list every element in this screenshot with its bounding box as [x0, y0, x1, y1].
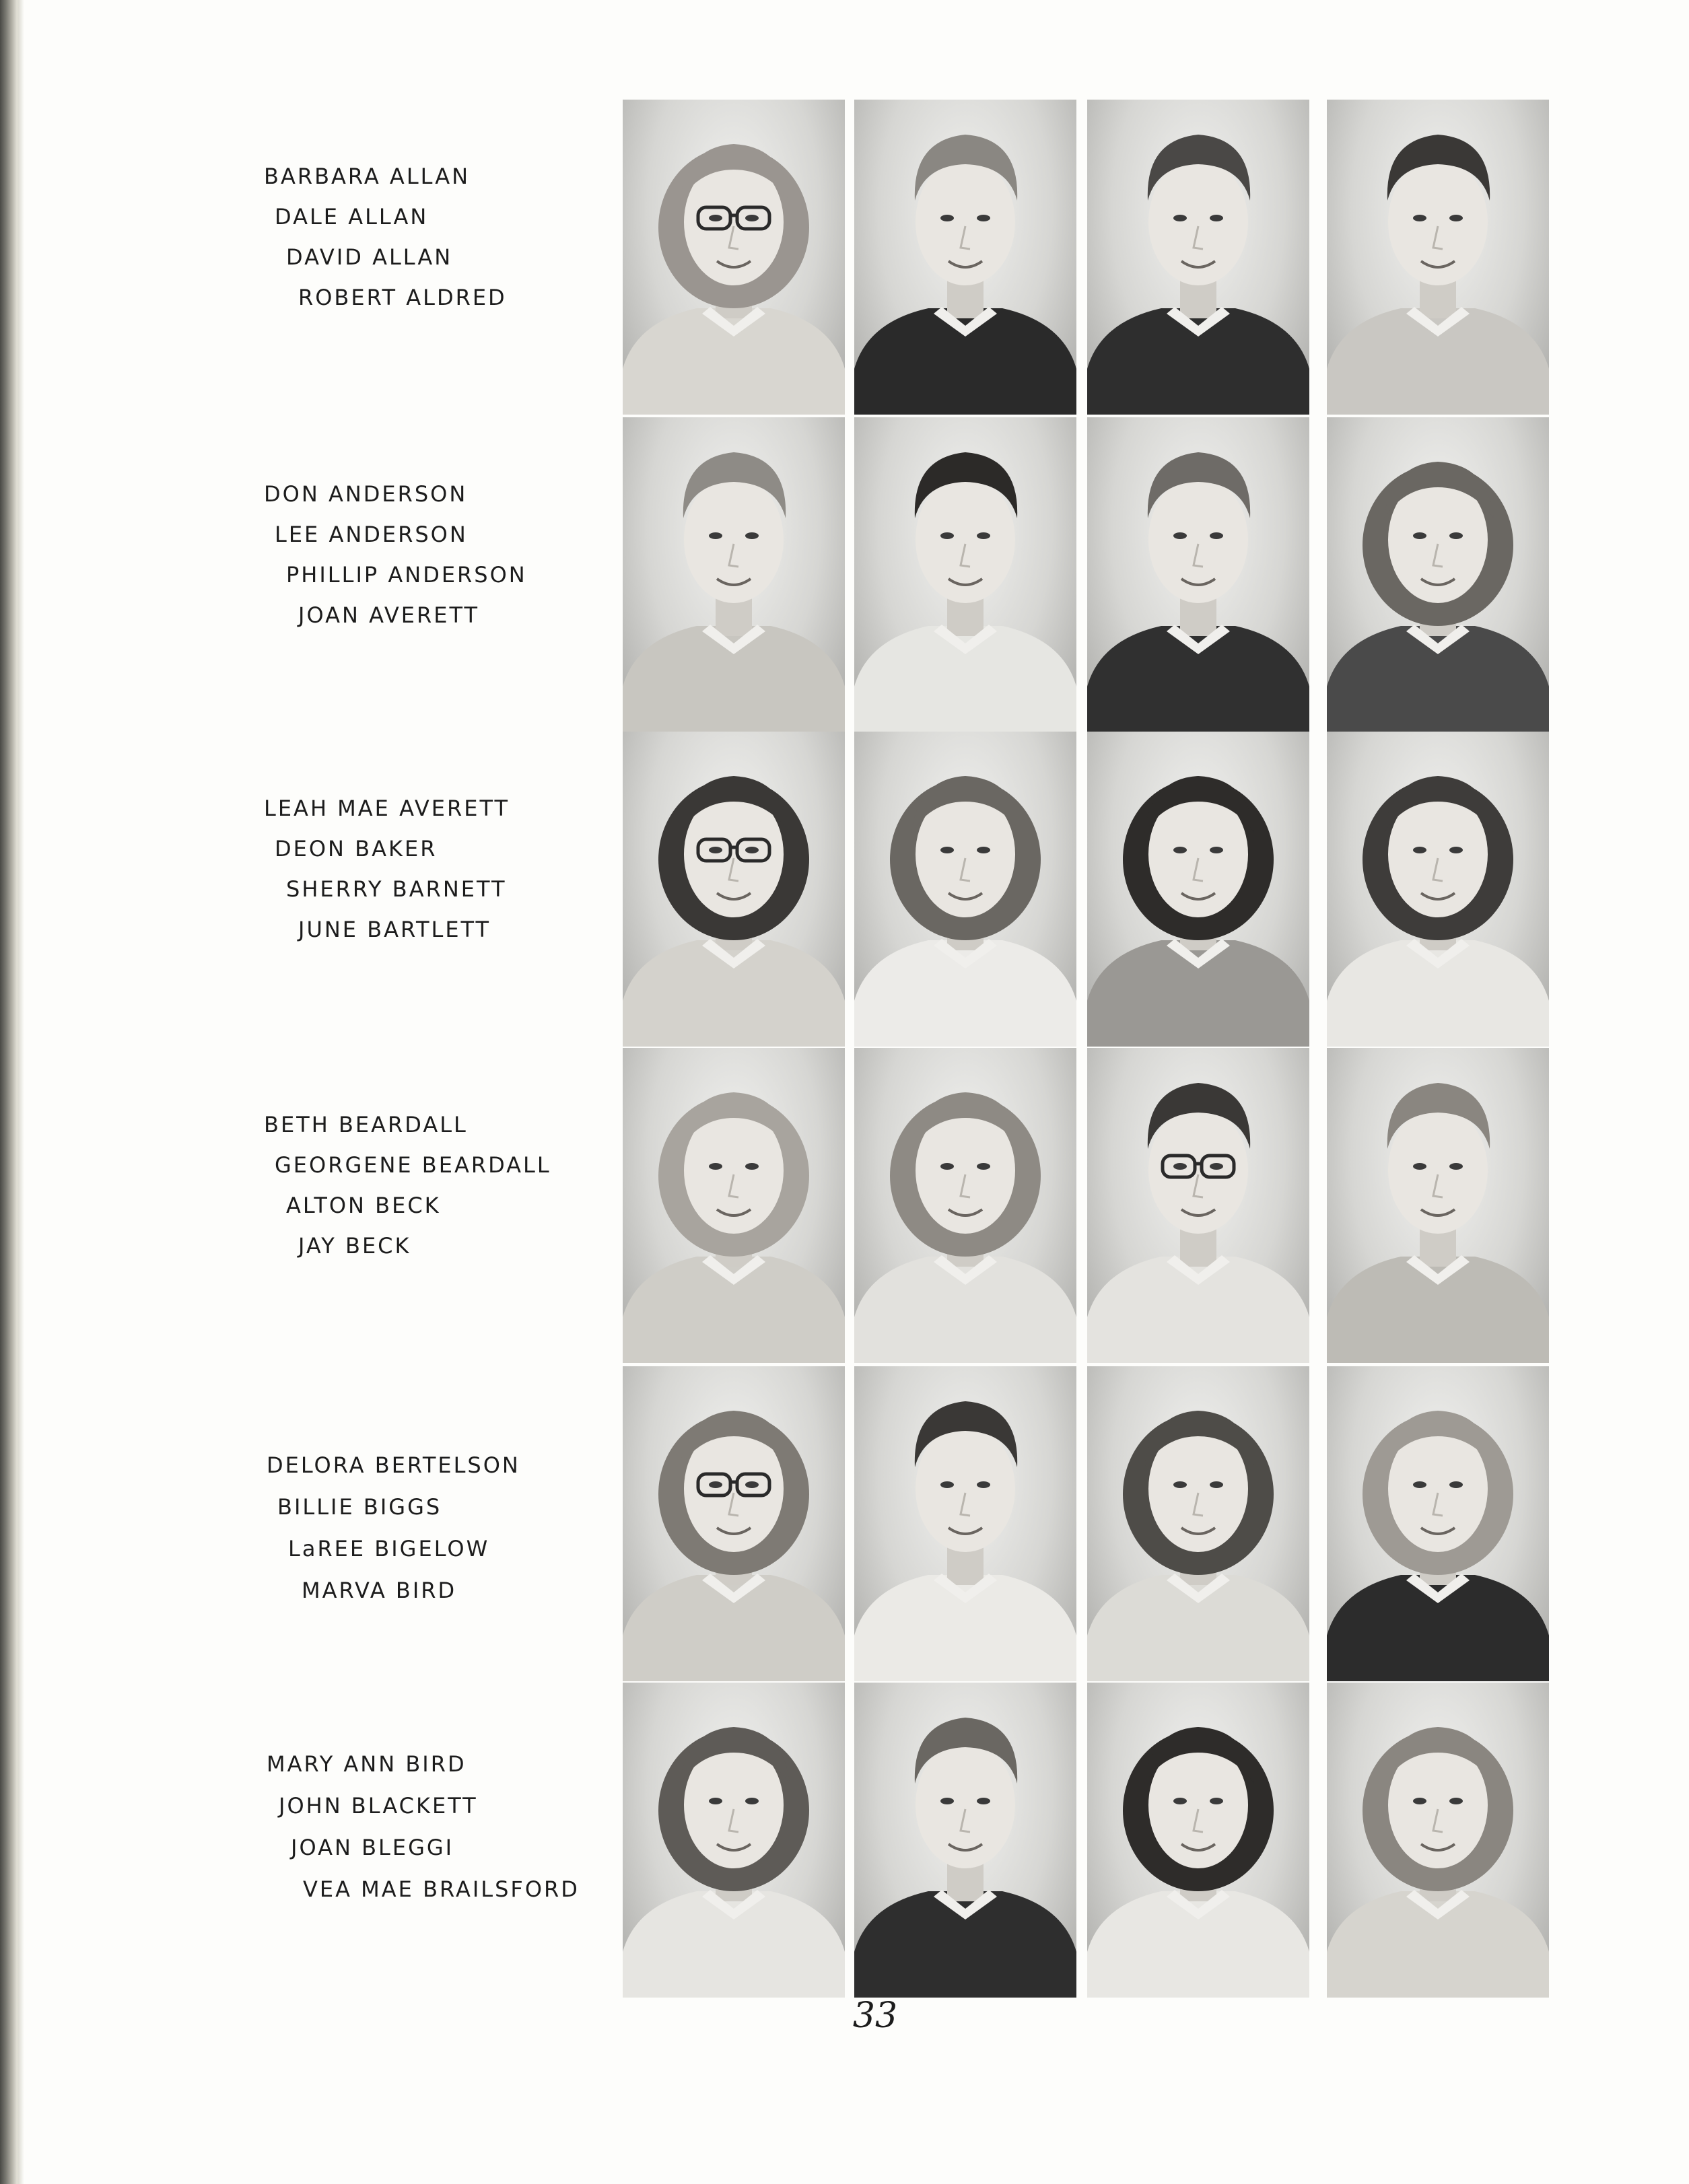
portrait-photo: [623, 1683, 845, 1998]
portrait-eye: [1413, 215, 1426, 221]
portrait-drawing: [1087, 100, 1309, 415]
portrait-row: [0, 1683, 1689, 1998]
portrait-eye: [1210, 215, 1223, 221]
portrait-clothing: [1327, 1891, 1549, 1998]
portrait-eye: [1173, 1481, 1187, 1488]
portrait-photo: [854, 417, 1076, 732]
portrait-photo: [854, 732, 1076, 1047]
portrait-photo: [854, 1048, 1076, 1363]
student-name: MARY ANN BIRD: [267, 1751, 467, 1777]
photo-strip: [623, 100, 1558, 415]
portrait-row: [0, 1366, 1689, 1681]
portrait-eye: [1413, 847, 1426, 853]
portrait-drawing: [1087, 1683, 1309, 1998]
portrait-eye: [1449, 532, 1463, 539]
portrait-drawing: [854, 1683, 1076, 1998]
student-name: LEE ANDERSON: [275, 522, 468, 547]
student-name: LEAH MAE AVERETT: [264, 796, 510, 821]
portrait-photo: [623, 732, 845, 1047]
portrait-eye: [1210, 1481, 1223, 1488]
portrait-eye: [977, 847, 990, 853]
name-list: [0, 100, 606, 415]
portrait-photo: [1087, 732, 1309, 1047]
portrait-eye: [977, 532, 990, 539]
name-list: [0, 1683, 606, 1998]
portrait-drawing: [623, 1048, 845, 1363]
portrait-clothing: [1327, 1257, 1549, 1363]
portrait-drawing: [1087, 732, 1309, 1047]
portrait-drawing: [623, 100, 845, 415]
portrait-clothing: [623, 940, 845, 1047]
portrait-eye: [709, 1481, 722, 1488]
portrait-eye: [977, 215, 990, 221]
portrait-drawing: [854, 732, 1076, 1047]
portrait-clothing: [1087, 626, 1309, 732]
portrait-photo: [854, 100, 1076, 415]
photo-strip: [623, 732, 1558, 1047]
portrait-eye: [709, 1798, 722, 1804]
portrait-drawing: [623, 417, 845, 732]
portrait-photo: [1327, 1048, 1549, 1363]
portrait-clothing: [1087, 308, 1309, 415]
name-list: [0, 417, 606, 732]
portrait-photo: [1327, 1683, 1549, 1998]
portrait-clothing: [1327, 940, 1549, 1047]
portrait-drawing: [854, 417, 1076, 732]
portrait-eye: [709, 847, 722, 853]
portrait-photo: [1087, 1366, 1309, 1681]
portrait-drawing: [623, 1683, 845, 1998]
photo-strip: [623, 1048, 1558, 1363]
student-name: JAY BECK: [298, 1233, 411, 1259]
portrait-drawing: [1327, 1048, 1549, 1363]
student-name: DELORA BERTELSON: [267, 1452, 520, 1478]
portrait-eye: [940, 1798, 954, 1804]
portrait-eye: [977, 1481, 990, 1488]
portrait-photo: [1327, 417, 1549, 732]
student-name: DEON BAKER: [275, 836, 438, 861]
portrait-photo: [1087, 1683, 1309, 1998]
portrait-clothing: [1087, 940, 1309, 1047]
portrait-eye: [745, 532, 759, 539]
student-name: ROBERT ALDRED: [298, 285, 507, 310]
portrait-eye: [977, 1798, 990, 1804]
portrait-photo: [1087, 1048, 1309, 1363]
portrait-drawing: [1327, 732, 1549, 1047]
portrait-clothing: [854, 308, 1076, 415]
portrait-eye: [1173, 215, 1187, 221]
portrait-drawing: [854, 1048, 1076, 1363]
portrait-eye: [977, 1163, 990, 1170]
portrait-eye: [1173, 1798, 1187, 1804]
photo-strip: [623, 1683, 1558, 1998]
portrait-eye: [745, 1481, 759, 1488]
portrait-photo: [1087, 417, 1309, 732]
portrait-clothing: [1087, 1257, 1309, 1363]
portrait-eye: [1210, 1163, 1223, 1170]
portrait-photo: [623, 1048, 845, 1363]
portrait-clothing: [623, 1891, 845, 1998]
portrait-clothing: [1327, 626, 1549, 732]
portrait-clothing: [854, 940, 1076, 1047]
page-number: 33: [852, 1996, 898, 2036]
portrait-clothing: [854, 1891, 1076, 1998]
portrait-eye: [1173, 532, 1187, 539]
portrait-clothing: [1087, 1575, 1309, 1681]
portrait-photo: [1327, 1366, 1549, 1681]
student-name: JOHN BLACKETT: [279, 1793, 478, 1819]
portrait-eye: [940, 532, 954, 539]
portrait-drawing: [1087, 1048, 1309, 1363]
portrait-eye: [709, 215, 722, 221]
portrait-clothing: [623, 1575, 845, 1681]
portrait-eye: [1449, 1163, 1463, 1170]
portrait-row: [0, 417, 1689, 732]
portrait-row: [0, 100, 1689, 415]
photo-strip: [623, 417, 1558, 732]
portrait-photo: [1327, 732, 1549, 1047]
photo-strip: [623, 1366, 1558, 1681]
student-name: DALE ALLAN: [275, 204, 429, 230]
portrait-eye: [1413, 1163, 1426, 1170]
portrait-drawing: [1327, 417, 1549, 732]
student-name: SHERRY BARNETT: [286, 876, 507, 902]
student-name: JOAN AVERETT: [298, 602, 479, 628]
student-name: GEORGENE BEARDALL: [275, 1152, 551, 1178]
student-name: BARBARA ALLAN: [264, 164, 471, 189]
portrait-clothing: [623, 626, 845, 732]
portrait-photo: [623, 100, 845, 415]
portrait-photo: [854, 1683, 1076, 1998]
portrait-eye: [745, 847, 759, 853]
portrait-eye: [940, 847, 954, 853]
portrait-drawing: [623, 732, 845, 1047]
student-name: DAVID ALLAN: [286, 244, 453, 270]
portrait-drawing: [623, 1366, 845, 1681]
portrait-eye: [1173, 1163, 1187, 1170]
portrait-eye: [1449, 215, 1463, 221]
portrait-eye: [709, 1163, 722, 1170]
portrait-eye: [745, 1163, 759, 1170]
portrait-eye: [745, 1798, 759, 1804]
portrait-drawing: [1327, 100, 1549, 415]
portrait-eye: [940, 1163, 954, 1170]
portrait-drawing: [854, 1366, 1076, 1681]
student-name: ALTON BECK: [286, 1193, 441, 1218]
portrait-eye: [1413, 1481, 1426, 1488]
portrait-clothing: [1087, 1891, 1309, 1998]
portrait-photo: [623, 1366, 845, 1681]
portrait-clothing: [854, 1575, 1076, 1681]
portrait-photo: [1327, 100, 1549, 415]
portrait-clothing: [623, 308, 845, 415]
portrait-clothing: [854, 626, 1076, 732]
portrait-row: [0, 732, 1689, 1047]
portrait-drawing: [1087, 417, 1309, 732]
portrait-row: [0, 1048, 1689, 1363]
student-name: DON ANDERSON: [264, 481, 468, 507]
portrait-eye: [940, 1481, 954, 1488]
student-name: JOAN BLEGGI: [291, 1835, 454, 1860]
portrait-drawing: [1327, 1683, 1549, 1998]
portrait-clothing: [1327, 308, 1549, 415]
portrait-eye: [1210, 1798, 1223, 1804]
student-name: LaREE BIGELOW: [288, 1536, 490, 1561]
portrait-photo: [1087, 100, 1309, 415]
portrait-drawing: [1087, 1366, 1309, 1681]
portrait-drawing: [1327, 1366, 1549, 1681]
name-list: [0, 1366, 606, 1681]
portrait-clothing: [1327, 1575, 1549, 1681]
student-name: MARVA BIRD: [302, 1578, 457, 1603]
portrait-photo: [854, 1366, 1076, 1681]
name-list: [0, 1048, 606, 1363]
student-name: JUNE BARTLETT: [298, 917, 491, 942]
portrait-eye: [745, 215, 759, 221]
portrait-eye: [1413, 1798, 1426, 1804]
portrait-eye: [1449, 847, 1463, 853]
portrait-drawing: [854, 100, 1076, 415]
portrait-eye: [1449, 1798, 1463, 1804]
portrait-eye: [940, 215, 954, 221]
portrait-eye: [1413, 532, 1426, 539]
student-name: BILLIE BIGGS: [277, 1494, 442, 1520]
portrait-eye: [709, 532, 722, 539]
student-name: BETH BEARDALL: [264, 1112, 468, 1137]
portrait-clothing: [854, 1257, 1076, 1363]
portrait-eye: [1449, 1481, 1463, 1488]
portrait-eye: [1173, 847, 1187, 853]
name-list: [0, 732, 606, 1047]
student-name: VEA MAE BRAILSFORD: [303, 1876, 580, 1902]
portrait-clothing: [623, 1257, 845, 1363]
portrait-eye: [1210, 532, 1223, 539]
portrait-photo: [623, 417, 845, 732]
portrait-eye: [1210, 847, 1223, 853]
student-name: PHILLIP ANDERSON: [286, 562, 527, 588]
